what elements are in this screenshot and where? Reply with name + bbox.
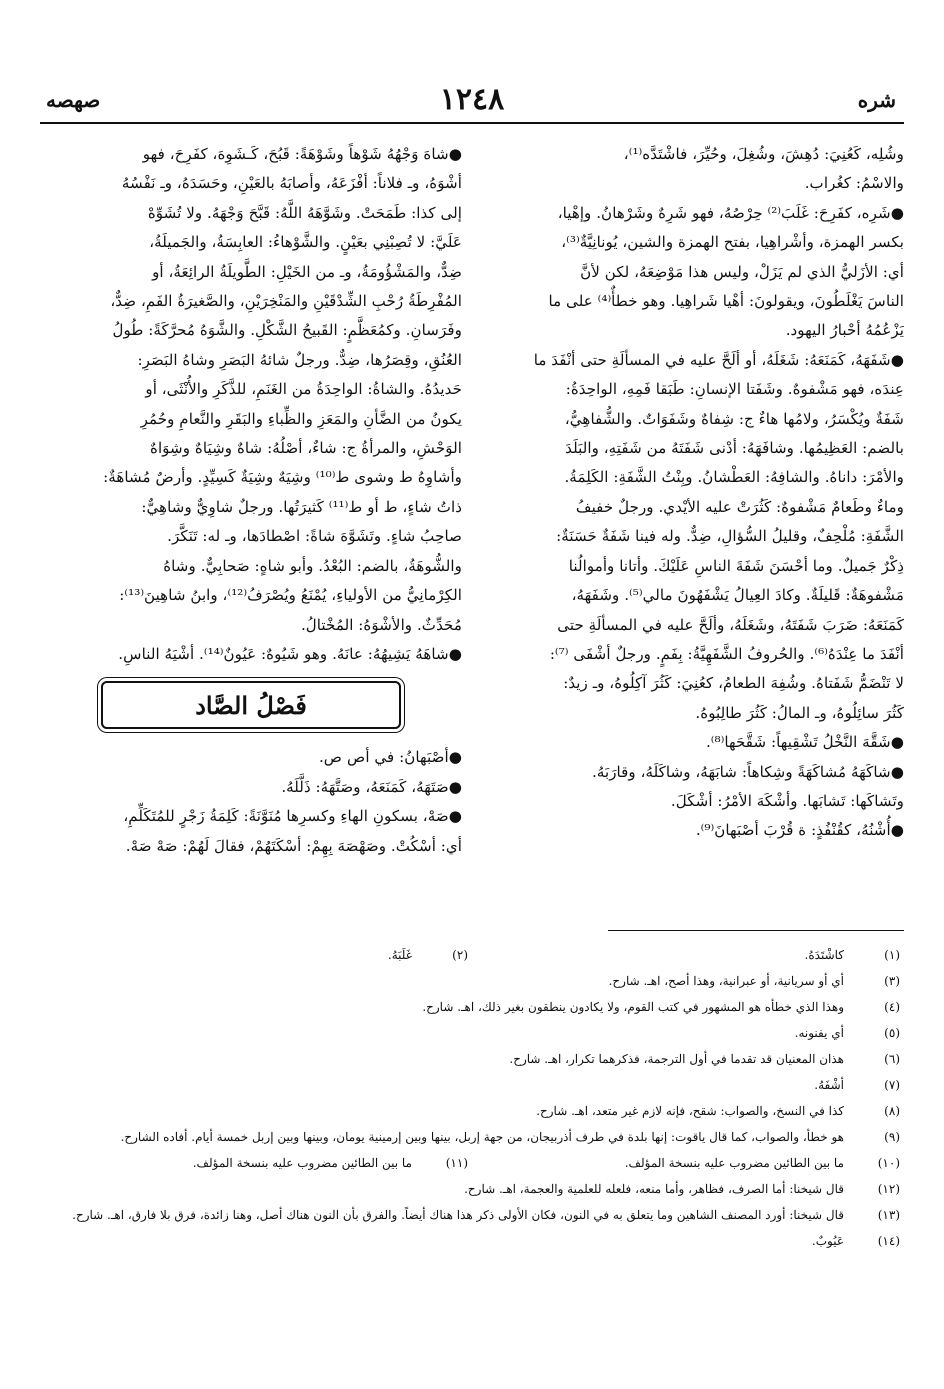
footnote-text: هذان المعنيان قد تقدما في أول الترجمة، فذكرهما تكرار، اهـ. شارح. <box>509 1052 844 1066</box>
running-head-right: شره <box>857 88 896 112</box>
footnote-number: (٥) <box>884 1026 900 1040</box>
text-line: بالضم: العَظِيمُها. وشافَهَهُ: أدْنى شَفَتَهُ من شَفَتِهِ، والبَلَدَ <box>565 439 904 458</box>
footnote-row <box>40 1072 904 1098</box>
text-line: وفَرَسانِ. وكمُعَظَّمٍ: القَبيحُ الشَّكْلِ. والشَّوَهُ مُحرَّكَةً: طُولُ <box>112 321 462 340</box>
text-line: كَثُرَ سائِلُوهُ، وـ المالُ: كَثُرَ طالِبُوهُ. <box>695 703 904 722</box>
text-line: أنْفَدَ ما عِنْدَهُ⁽⁶⁾. والحُروفُ الشَّفَهِيَّةُ: بِفَمٍ. ورجلٌ أشْفَى ⁽⁷⁾: <box>549 644 904 663</box>
page-header <box>40 82 904 122</box>
text-line: والاسْمُ: كغُراب. <box>804 174 904 193</box>
text-line: ●صَتَهَهُ، كَمَنَعَهُ، وصَتَّهَهُ: ذَلَّلَهُ. <box>281 777 462 796</box>
text-line: ضِدٌّ، والمَشْؤُومَةُ، وـ من الخَيْلِ: الطَّويلَةُ الرائِعَةُ، أو <box>152 262 462 281</box>
footnote <box>464 1176 904 1202</box>
footnote-row <box>40 1176 904 1202</box>
text-line: شَفَةٌ ويُكْسَرُ، ولامُها هاءٌ ج: شِفاهٌ وشَفَوَاتٌ. والشُّفاهِيُّ، <box>564 409 904 428</box>
footnote-number: (١٣) <box>877 1208 900 1222</box>
text-line: ●شاهَ وَجْهُهُ شَوْهاً وشَوْهَةً: قَبُحَ، كَـشَوِهَ، كفَرِحَ، فهو <box>142 145 462 163</box>
text-line: عَلَيَّ: لا تُصِبْنِي بعَيْنٍ. والشَّوْهاءُ: العابِسَةُ، والجَميلَةُ، <box>149 233 462 252</box>
text-line: ●صَهْ، بسكونِ الهاءِ وكسرِها مُنَوَّنَةً: كَلِمَةُ زَجْرٍ للمُتَكَلِّمِ، <box>123 807 462 826</box>
footnote-text: ما بين الطائين مضروب عليه بنسخة المؤلف. <box>192 1156 412 1170</box>
footnote-row <box>40 968 904 994</box>
footnote <box>121 1124 904 1150</box>
text-line: عِندَه، فهو مَشْفوهٌ. وشَفَتا الإنسانِ: طَبَقا فَمِهِ، الواحِدَةُ: <box>565 380 904 399</box>
footnote-number: (٧) <box>884 1078 900 1092</box>
section-title-box <box>101 681 401 729</box>
text-line: ●أُشْنُهُ، كقُنْفُذٍ: ة قُرْبَ أصْبَهانَ⁽⁹⁾. <box>695 821 904 840</box>
text-line: ●شَقَّهَ النَّخْلُ تَشْقِيهاً: شَقَّحَها⁽⁸⁾. <box>705 733 904 752</box>
text-line: ●أصْبَهانُ: في أص ص. <box>318 748 462 767</box>
footnote-number: (١٠) <box>877 1156 900 1170</box>
footnote-text: غَلَبَهُ. <box>387 948 412 962</box>
footnote-row <box>40 1202 904 1228</box>
footnote <box>814 1072 904 1098</box>
left-column <box>40 140 462 861</box>
footnote-row <box>40 1046 904 1072</box>
text-line: بكسر الهمزة، وأشْراهِيا، بفتح الهمزة والشين، يُونانِيَّةٌ⁽³⁾، <box>561 233 904 252</box>
footnote-text: أي أو سريانية، أو عبرانية، وهذا أصح، اهـ. شارح. <box>608 974 844 988</box>
text-line: صاحِبُ شاءٍ. وتَشَوَّهَ شاةً: اصْطادَها، وـ له: تَنَكَّرَ. <box>167 527 462 546</box>
footnote-row <box>40 994 904 1020</box>
text-line: وأشاوِهُ ط وشوى ط⁽¹⁰⁾ وشِيَهٌ وشِيَةٌ كَسِيِّدٍ. وأرضٌ مُشاهَةٌ: <box>103 468 462 487</box>
text-line: أشْوَهُ، وـ فلاناً: أفْزَعَهُ، وأصابَهُ بالعَيْنِ، وحَسَدَهُ، وـ نَفْسُهُ <box>121 174 462 193</box>
footnote-number: (٤) <box>884 1000 900 1014</box>
footnote-text: كذا في النسخ، والصواب: شقح، فإنه لازم غير متعد، اهـ. شارح. <box>536 1104 844 1118</box>
footnote-text: هو خطأ، والصواب، كما قال ياقوت: إنها بلدة في طرف أذربيجان، من جهة إربل، بينها وبين إرمينية يومان، وبينها وبين إربل خمسة أيام. أفاده الشارح. <box>120 1130 844 1144</box>
footnote-row <box>40 1098 904 1124</box>
footnote-text: عَيُوبٌ. <box>811 1234 844 1248</box>
text-line: ●شاكَهَهُ مُشاكَهَةً وشِكاهاً: شابَهَهُ، وشاكَلَهُ، وقارَبَهُ. <box>592 762 904 781</box>
footnote-number: (٣) <box>884 974 900 988</box>
header-rule <box>40 122 904 124</box>
text-line: العُنُقِ، وقِصَرُها، ضِدٌّ. ورجلٌ شائهُ البَصَرِ وشاهُ البَصَرِ: <box>137 350 462 369</box>
text-line: وماءٌ وطَعامٌ مَشْفوهٌ: كَثُرَتْ عليه الأيْدي. ورجلٌ خفيفُ <box>575 497 904 516</box>
footnote-row <box>40 1150 904 1176</box>
footnote <box>40 1150 472 1176</box>
text-line: الوَحْشِ، والمرأةُ ج: شاءٌ، أصْلُهُ: شاهٌ وشِيَاهٌ وشِوَاهٌ <box>150 439 462 458</box>
footnote-row <box>40 1124 904 1150</box>
footnote <box>72 1202 904 1228</box>
text-line: إلى كذا: طَمَحَتْ. وشَوَّهَهُ اللَّهُ: قَبَّحَ وَجْهَهُ. ولا تُشَوِّهْ <box>147 203 462 222</box>
footnote-text: وهذا الذي خطأه هو المشهور في كتب القوم، ولا يكادون ينطقون بغير ذلك، اهـ. شارح. <box>422 1000 844 1014</box>
footnote-number: (١١) <box>445 1156 468 1170</box>
footnote-number: (٦) <box>884 1052 900 1066</box>
text-line: ●شَفَهَهُ، كَمَنَعَهُ: شَغَلَهُ، أو ألَحَّ عليه في المسألَةِ حتى أنْفَدَ ما <box>533 350 904 369</box>
text-line: كَمَنَعَهُ: ضَرَبَ شَفَتَهُ، وشَغَلَهُ، وألَحَّ عليه في المسألَةِ حتى <box>557 615 904 634</box>
footnote-text: قال شيخنا: أما الصرف، فظاهر، وأما منعه، فلعله للعلمية والعجمة، اهـ. شارح. <box>464 1182 844 1196</box>
footnote-number: (١٢) <box>877 1182 900 1196</box>
footnote <box>795 1020 904 1046</box>
text-line: ●شاهَهُ يَشِيهُهُ: عانَهُ. وهو شَيُوهٌ: عَيُونٌ⁽¹⁴⁾. أشْيَهُ الناسِ. <box>118 644 462 663</box>
footnote-text: كاشْتَدَهُ. <box>804 948 844 962</box>
footnote <box>422 994 904 1020</box>
text-line: حَديدُهُ. والشاةُ: الواحِدَةُ من الغَنَمِ، للذَّكَرِ والأُنْثَى، أو <box>145 380 462 399</box>
footnotes <box>40 942 904 1254</box>
right-column <box>482 140 904 846</box>
footnote <box>536 1098 904 1124</box>
text-line: ●شَرِه، كفَرِحَ: غَلَبَ⁽²⁾ حِرْصُهُ، فهو شَرِهٌ وشَرْهانُ. وإهْيا، <box>557 203 904 222</box>
footnote-number: (١٤) <box>877 1234 900 1248</box>
footnote <box>509 1046 904 1072</box>
text-line: ذاتُ شاءٍ، ط أو ط⁽¹¹⁾ كَثيرَتُها. ورجلٌ شاوِيٌّ وشاهِيٌّ: <box>141 497 462 516</box>
page-number: ١٢٤٨ <box>439 82 505 117</box>
text-line: مُحَدِّثٌ. والأشْوَهُ: المُخْتالُ. <box>300 615 462 634</box>
text-line: الكِرْمانِيُّ من الأولياءِ، يُمْنَعُ ويُصْرَفُ⁽¹²⁾، وابنُ شاهِينَ⁽¹³⁾: <box>119 586 462 605</box>
text-line: الشَّفَةِ: مُلْحِفٌ، وقليلُ السُّؤالِ، ضِدٌّ. وله فينا شَفَةٌ حَسَنَةٌ: <box>556 527 904 546</box>
footnote-row <box>40 942 904 968</box>
section-title: فَصْلُ الصَّاد <box>195 690 307 720</box>
footnote <box>609 968 904 994</box>
text-line: الناسَ يَغْلَطُونَ، ويقولونَ: أهْيا شَراهِيا. وهو خطأٌ⁽⁴⁾ على ما <box>548 292 904 311</box>
footnote-rule <box>608 930 904 931</box>
footnote-text: أشْفَهُ. <box>814 1078 844 1092</box>
left-column-entries-top <box>40 140 462 669</box>
text-line: المُفْرِطَةُ رُحْبِ الشِّدْقَيْنِ والمَنْخِرَيْنِ، والصَّغيرَةُ الفَمِ، ضِدٌّ، <box>110 292 462 311</box>
footnote-number: (٢) <box>452 948 468 962</box>
footnote <box>472 1150 904 1176</box>
footnote-row <box>40 1228 904 1254</box>
footnote-text: قال شيخنا: أورد المصنف الشاهين وما يتعلق به في النون، فكان الأولى ذكر هذا هناك أيضاً. والفرق بأن النون هناك أصل، وهنا زائدة، فرق بلا فارق، اهـ. شارح. <box>72 1208 844 1222</box>
footnote-text: أي يفنونه. <box>794 1026 844 1040</box>
footnote <box>812 1228 904 1254</box>
footnote-text: ما بين الطائين مضروب عليه بنسخة المؤلف. <box>624 1156 844 1170</box>
text-line: لا تَنْضَمُّ شَفَتاهُ. وشُفِهَ الطعامُ، كعُنِيَ: كَثُرَ آكِلُوهُ، وـ زيدٌ: <box>563 674 904 693</box>
text-line: ذِكْرٌ جَميلٌ. وما أحْسَنَ شَفَةَ الناسِ عَلَيْكَ. وأتانا وأموالُنا <box>568 556 904 575</box>
running-head-left: صهصه <box>46 88 101 112</box>
text-line: يكونُ من الضَّأنِ والمَعَزِ والظِّباءِ والبَقَرِ والنَّعامِ وحُمُرِ <box>140 409 462 428</box>
text-line: وشُلِه، كَعُنِيَ: دُهِشَ، وشُغِلَ، وحُيِّرَ، فاشْتَدَّه⁽¹⁾، <box>623 145 904 163</box>
text-line: والشُّوهَةُ، بالضم: البُعْدُ. وأبو شاهٍ: صَحابِيٌّ. وشاهُ <box>163 556 462 575</box>
footnote-number: (٩) <box>884 1130 900 1144</box>
footnote-number: (١) <box>884 948 900 962</box>
footnote-row <box>40 1020 904 1046</box>
footnote-number: (٨) <box>884 1104 900 1118</box>
text-line: والأمْرَ: داناهُ. والشافِهُ: العَطْشانُ. وبِنْتُ الشَّفَةِ: الكَلِمَةُ. <box>564 468 904 487</box>
text-line: أي: الأزَليُّ الذي لم يَزَلْ، وليس هذا مَوْضِعَهُ، لكن لأنَّ <box>580 262 904 281</box>
text-line: أي: أسْكُتْ. وصَهْصَهَ بِهِمْ: أسْكَتَهُمْ، فقالَ لَهُمْ: صَهْ صَهْ. <box>125 836 462 855</box>
text-line: يَزْعُمُهُ أحْبارُ اليهود. <box>785 321 904 340</box>
footnote <box>472 942 904 968</box>
text-line: وتَشاكَها: تَشابَها. وأشْكَهَ الأمْرُ: أشْكَلَ. <box>670 791 904 810</box>
left-column-entries-bottom <box>40 743 462 861</box>
footnote <box>40 942 472 968</box>
text-line: مَشْفوهَةٌ: قَليلَةٌ. وكادَ العِيالُ يَشْفَهُونَ مالي⁽⁵⁾. وشَفَهَهُ، <box>571 586 904 605</box>
